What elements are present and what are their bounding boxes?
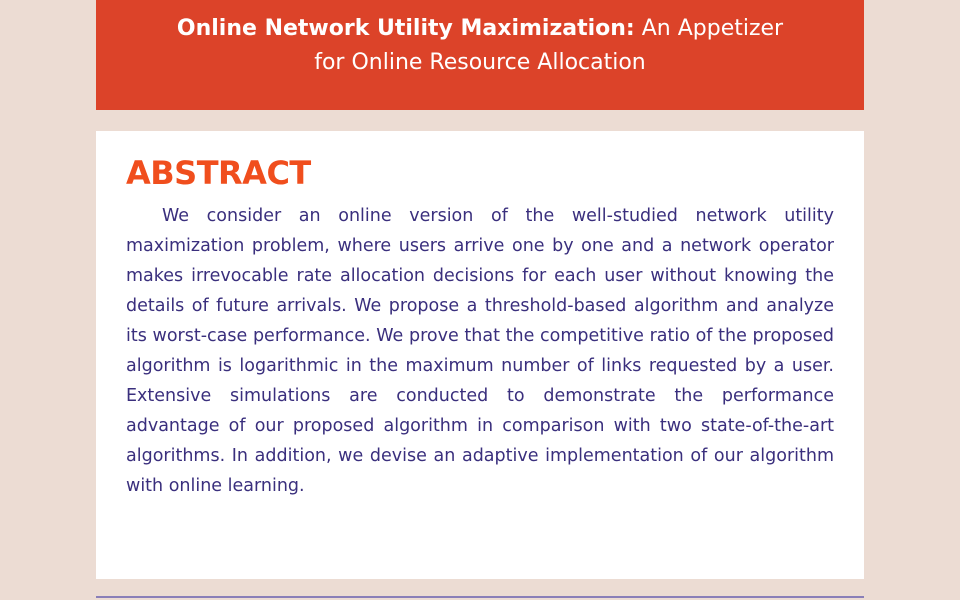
title-rest: An Appetizer — [634, 16, 784, 41]
title-line-1 — [96, 12, 864, 46]
abstract-body: We consider an online version of the well-studied network utility maximization problem, where users arrive one by one and a network operator makes irrevocable rate allocation decisions for each user without knowing the details of future arrivals. We propose a threshold-based algorithm and analyze its worst-case performance. We prove that the competitive ratio of the proposed algorithm is logarithmic in the maximum number of links requested by a user. Extensive simulations are conducted to demonstrate the performance advantage of our proposed algorithm in comparison with two state-of-the-art algorithms. In addition, we devise an adaptive implementation of our algorithm with online learning. — [126, 206, 834, 496]
abstract-card — [96, 131, 864, 579]
title-bold: Online Network Utility Maximization: — [176, 16, 635, 41]
section-divider — [96, 596, 864, 598]
abstract-heading: ABSTRACT — [126, 154, 311, 192]
title-line-2: for Online Resource Allocation — [314, 50, 646, 75]
title-banner — [96, 0, 864, 110]
